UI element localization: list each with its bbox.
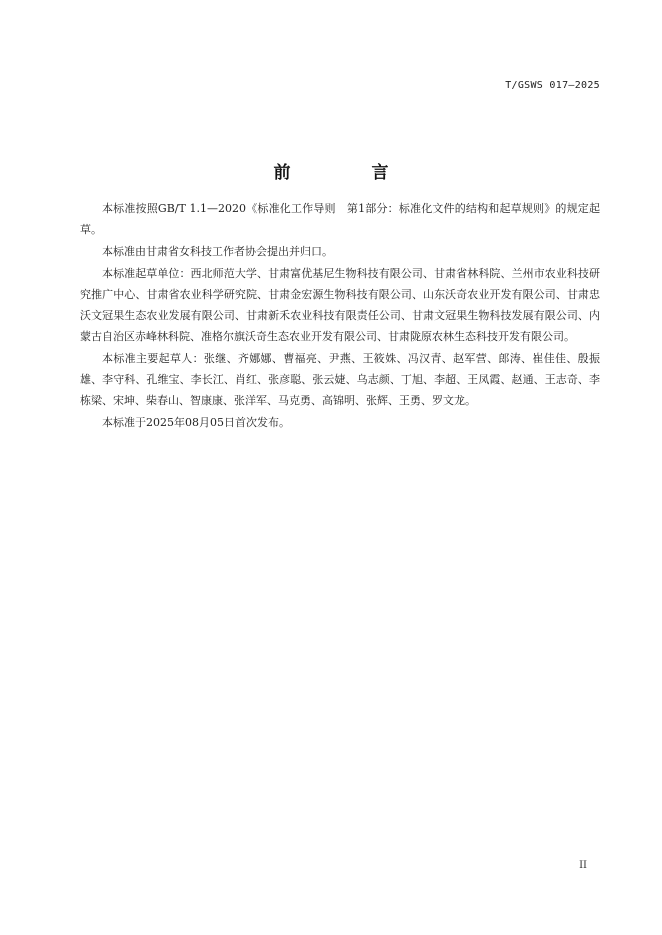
- page-number: II: [579, 860, 587, 871]
- page-title: 前 言: [273, 163, 421, 183]
- paragraph-proposer: 本标准由甘肃省女科技工作者协会提出并归口。: [102, 245, 333, 258]
- paragraph-drafting-units: 本标准起草单位：西北师范大学、甘肃富优基尼生物科技有限公司、甘肃省林科院、兰州市农业科技研究推广中心、甘肃省农业科学研究院、甘肃金宏源生物科技有限公司、山东沃奇农业开发有限公司、甘肃忠沃文冠果生态农业发展有限公司、甘肃新禾农业科技有限责任公司、甘肃文冠果生物科技发展有限公司、内蒙古自治区赤峰林科院、准格尔旗沃奇生态农业开发有限公司、甘肃陇原农林生态科技开发有限公司。: [80, 267, 600, 343]
- paragraph-release-date: 本标准于2025年08月05日首次发布。: [102, 416, 290, 429]
- paragraph-drafters: 本标准主要起草人：张继、齐娜娜、曹福亮、尹燕、王筱姝、冯汉青、赵军营、郎涛、崔佳佳、殷振雄、李守科、孔维宝、李长江、肖红、张彦聪、张云婕、乌志颜、丁旭、李超、王凤霞、赵通、王志奇、李栋梁、宋坤、柴春山、智康康、张洋军、马克勇、高锦明、张辉、王勇、罗文龙。: [80, 352, 600, 407]
- paragraph-drafting-rules: 本标准按照GB/T 1.1—2020《标准化工作导则 第1部分：标准化文件的结构和起草规则》的规定起草。: [80, 202, 600, 236]
- foreword-body: [80, 198, 600, 434]
- document-code: T/GSWS 017—2025: [505, 80, 600, 91]
